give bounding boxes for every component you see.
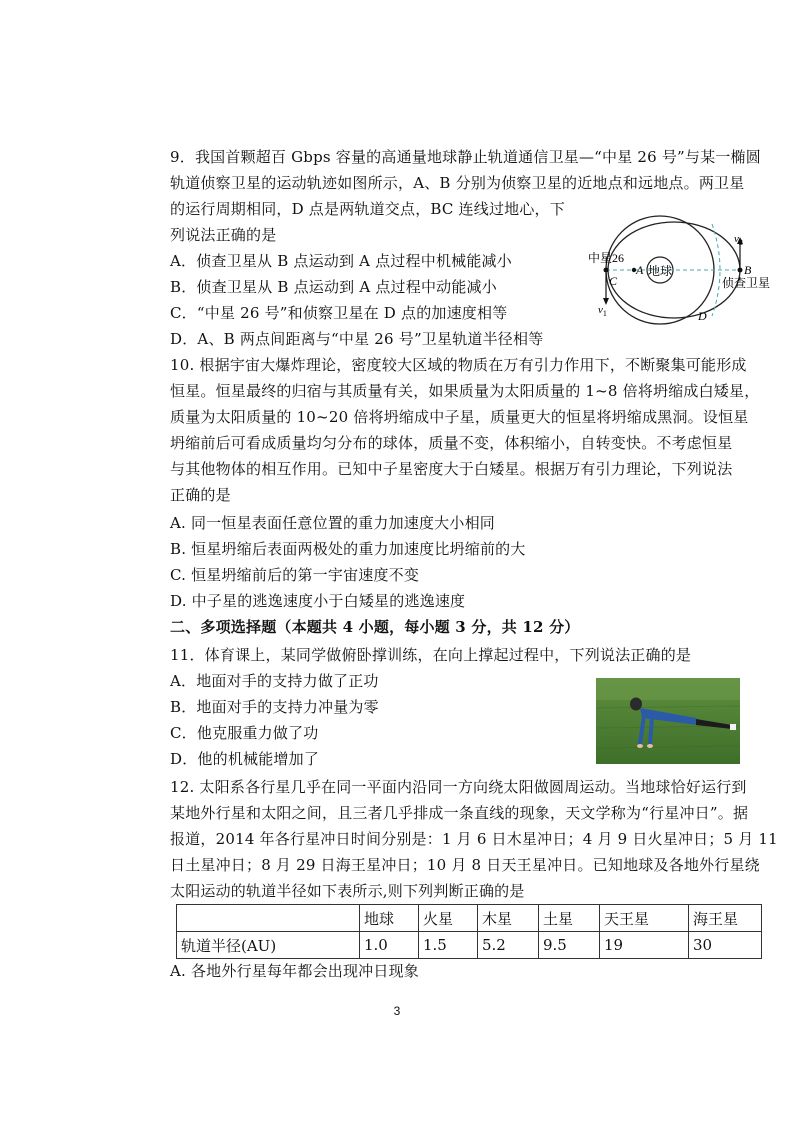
label-spy: 侦查卫星 [722, 276, 771, 290]
label-sat26: 中星26 [588, 251, 625, 265]
q12-line-4: 日土星冲日；8 月 29 日海王星冲日；10 月 8 日天王星冲日。已知地球及各地外行星绕 [170, 856, 760, 874]
q12-line-1: 12. 太阳系各行星几乎在同一平面内沿同一方向绕太阳做圆周运动。当地球恰好运行到 [170, 778, 747, 796]
section-2-heading: 二、多项选择题（本题共 4 小题，每小题 3 分，共 12 分） [170, 618, 580, 636]
table-cell: 海王星 [689, 905, 762, 932]
q12-line-5: 太阳运动的轨道半径如下表所示,则下列判断正确的是 [170, 882, 525, 900]
table-cell: 天王星 [600, 905, 689, 932]
q10-line-4: 坍缩前后可看成质量均匀分布的球体，质量不变，体积缩小，自转变快。不考虑恒星 [170, 434, 733, 452]
q12-line-3: 报道，2014 年各行星冲日时间分别是：1 月 6 日木星冲日；4 月 9 日火星冲日；5 月 11 [170, 830, 778, 848]
label-a: A [636, 263, 644, 277]
q9-line-1: 9．我国首颗超百 Gbps 容量的高通量地球静止轨道通信卫星—“中星 26 号”与某一椭圆 [170, 148, 761, 166]
table-cell: 木星 [478, 905, 539, 932]
q10-line-3: 质量为太阳质量的 10~20 倍将坍缩成中子星，质量更大的恒星将坍缩成黑洞。设恒星 [170, 408, 749, 426]
orbit-radius-table [176, 904, 762, 959]
point-sat26 [604, 268, 609, 273]
table-cell: 土星 [539, 905, 600, 932]
table-row [177, 932, 762, 959]
table-cell [177, 905, 360, 932]
orbit-diagram [584, 210, 784, 330]
q10-option-a: A. 同一恒星表面任意位置的重力加速度大小相同 [170, 514, 495, 532]
table-header-row [177, 905, 762, 932]
q9-option-a: A．侦查卫星从 B 点运动到 A 点过程中机械能减小 [170, 252, 512, 270]
table-cell: 轨道半径(AU) [177, 932, 360, 959]
q9-option-c: C．“中星 26 号”和侦察卫星在 D 点的加速度相等 [170, 304, 508, 322]
q12-line-2: 某地外行星和太阳之间，且三者几乎排成一条直线的现象，天文学称为“行星冲日”。据 [170, 804, 749, 822]
v1-arrowhead [603, 298, 609, 305]
q10-line-5: 与其他物体的相互作用。已知中子星密度大于白矮星。根据万有引力理论，下列说法 [170, 460, 733, 478]
q10-line-1: 10. 根据宇宙大爆炸理论，密度较大区域的物质在万有引力作用下，不断聚集可能形成 [170, 356, 747, 374]
q11-line-1: 11．体育课上，某同学做俯卧撑训练，在向上撑起过程中，下列说法正确的是 [170, 646, 692, 664]
q10-option-b: B. 恒星坍缩后表面两极处的重力加速度比坍缩前的大 [170, 540, 526, 558]
q9-option-d: D．A、B 两点间距离与“中星 26 号”卫星轨道半径相等 [170, 330, 544, 348]
label-v1: $v_1$ [598, 304, 607, 318]
q11-option-d: D．他的机械能增加了 [170, 750, 320, 768]
table-cell: 19 [600, 932, 689, 959]
table-cell: 1.5 [419, 932, 478, 959]
q9-line-3: 的运行周期相同，D 点是两轨道交点，BC 连线过地心，下 [170, 200, 565, 218]
label-d: D [698, 309, 707, 323]
label-earth: 地球 [648, 264, 673, 278]
label-b: B [744, 263, 752, 277]
q11-option-b: B．地面对手的支持力冲量为零 [170, 698, 379, 716]
table-cell: 30 [689, 932, 762, 959]
q9-line-2: 轨道侦察卫星的运动轨迹如图所示，A、B 分别为侦察卫星的近地点和远地点。两卫星 [170, 174, 745, 192]
q10-option-d: D. 中子星的逃逸速度小于白矮星的逃逸速度 [170, 592, 466, 610]
pushup-photo [596, 678, 740, 764]
table-cell: 1.0 [360, 932, 419, 959]
person-arm-2 [650, 717, 652, 744]
table-cell: 9.5 [539, 932, 600, 959]
table-cell: 火星 [419, 905, 478, 932]
q9-line-4: 列说法正确的是 [170, 226, 277, 244]
q10-line-2: 恒星。恒星最终的归宿与其质量有关，如果质量为太阳质量的 1~8 倍将坍缩成白矮星， [170, 382, 760, 400]
q9-option-b: B．侦查卫星从 B 点运动到 A 点过程中动能减小 [170, 278, 497, 296]
q10-option-c: C. 恒星坍缩前后的第一宇宙速度不变 [170, 566, 420, 584]
q11-option-a: A．地面对手的支持力做了正功 [170, 672, 379, 690]
table-cell: 地球 [360, 905, 419, 932]
page-number: 3 [393, 1004, 401, 1018]
q12-option-a: A. 各地外行星每年都会出现冲日现象 [170, 962, 419, 980]
table-cell: 5.2 [478, 932, 539, 959]
point-b [738, 268, 743, 273]
label-c: C [609, 274, 618, 288]
q11-option-c: C．他克服重力做了功 [170, 724, 319, 742]
label-v2: $v_2$ [734, 233, 743, 247]
q10-line-6: 正确的是 [170, 486, 231, 504]
